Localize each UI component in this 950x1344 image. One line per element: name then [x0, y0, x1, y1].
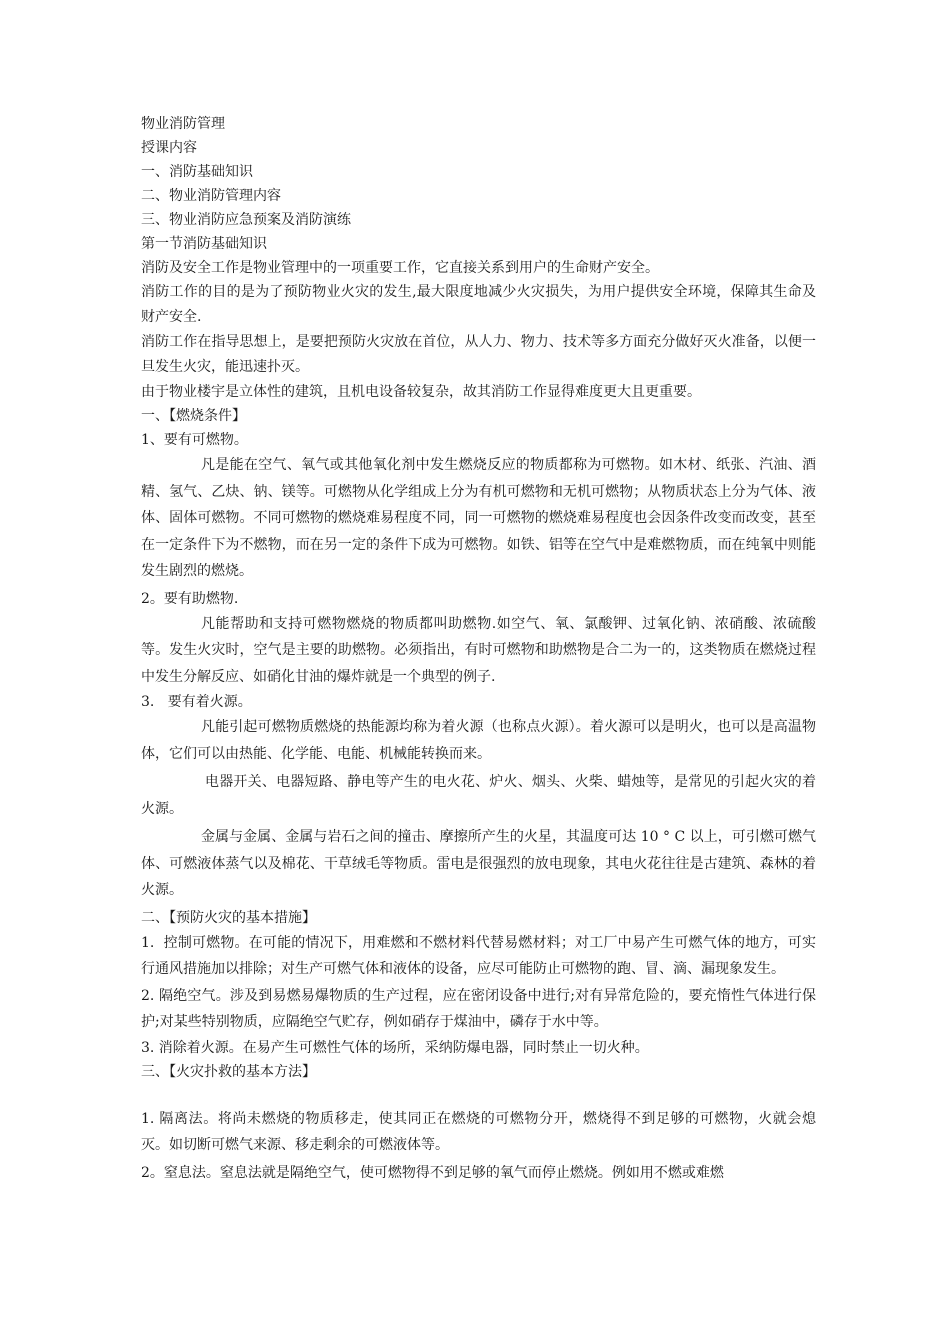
paragraph: 消防工作在指导思想上，是要把预防火灾放在首位，从人力、物力、技术等多方面充分做好灭火准备，以便一旦发生火灾，能迅速扑灭。	[141, 334, 816, 375]
paragraph: 2。窒息法。窒息法就是隔绝空气，使可燃物得不到足够的氧气而停止燃烧。例如用不燃或难燃	[141, 1164, 724, 1181]
course-content-heading: 授课内容	[141, 140, 197, 156]
paragraph: 2. 隔绝空气。涉及到易燃易爆物质的生产过程，应在密闭设备中进行;对有异常危险的，要充惰性气体进行保护;对某些特别物质，应隔绝空气贮存，例如硝存于煤油中，磷存于水中等。	[141, 987, 816, 1030]
blank-line	[141, 1084, 816, 1106]
subsection-heading: 三、【火灾扑救的基本方法】	[141, 1063, 316, 1080]
paragraph: 消防及安全工作是物业管理中的一项重要工作，它直接关系到用户的生命财产安全。	[141, 260, 659, 276]
item-title: 1、要有可燃物。	[141, 432, 248, 448]
paragraph: 电器开关、电器短路、静电等产生的电火花、炉火、烟头、火柴、蜡烛等，是常见的引起火灾的着火源。	[141, 774, 816, 817]
paragraph: 由于物业楼宇是立体性的建筑，且机电设备较复杂，故其消防工作显得难度更大且更重要。	[141, 384, 701, 400]
paragraph: 金属与金属、金属与岩石之间的撞击、摩擦所产生的火星，其温度可达 10 ° C 以上，可引燃可燃气体、可燃液体蒸气以及棉花、干草绒毛等物质。雷电是很强烈的放电现象，其电火花往往是古建筑、森林的着火源。	[141, 829, 816, 898]
paragraph: 凡能帮助和支持可燃物燃烧的物质都叫助燃物.如空气、氧、氯酸钾、过氧化钠、浓硝酸、浓硫酸等。发生火灾时，空气是主要的助燃物。必须指出，有时可燃物和助燃物是合二为一的，这类物质在燃烧过程中发生分解反应、如硝化甘油的爆炸就是一个典型的例子.	[141, 615, 816, 685]
item-title: 3. 要有着火源。	[141, 694, 252, 710]
toc-item: 三、物业消防应急预案及消防演练	[141, 212, 351, 228]
paragraph: 1. 控制可燃物。在可能的情况下，用难燃和不燃材料代替易燃材料；对工厂中易产生可燃气体的地方，可实行通风措施加以排除；对生产可燃气体和液体的设备，应尽可能防止可燃物的跑、冒、滴、漏现象发生。	[141, 934, 816, 977]
paragraph: 消防工作的目的是为了预防物业火灾的发生,最大限度地减少火灾损失，为用户提供安全环境，保障其生命及财产安全.	[141, 284, 816, 325]
paragraph: 3. 消除着火源。在易产生可燃性气体的场所，采纳防爆电器，同时禁止一切火种。	[141, 1039, 649, 1056]
item-title: 2。要有助燃物.	[141, 590, 239, 607]
document-title: 物业消防管理	[141, 116, 225, 132]
subsection-heading: 二、【预防火灾的基本措施】	[141, 909, 316, 926]
paragraph: 1. 隔离法。将尚未燃烧的物质移走，使其同正在燃烧的可燃物分开，燃烧得不到足够的可燃物，火就会熄灭。如切断可燃气来源、移走剩余的可燃液体等。	[141, 1110, 816, 1153]
toc-item: 二、物业消防管理内容	[141, 188, 281, 204]
paragraph: 凡是能在空气、氧气或其他氧化剂中发生燃烧反应的物质都称为可燃物。如木材、纸张、汽油、酒精、氢气、乙炔、钠、镁等。可燃物从化学组成上分为有机可燃物和无机可燃物；从物质状态上分为气体、液体、固体可燃物。不同可燃物的燃烧难易程度不同，同一可燃物的燃烧难易程度也会因条件改变而改变，甚至在一定条件下为不燃物，而在另一定的条件下成为可燃物。如铁、铝等在空气中是难燃物质，而在纯氧中则能发生剧烈的燃烧。	[141, 457, 816, 579]
toc-item: 一、消防基础知识	[141, 164, 253, 180]
section-heading: 第一节消防基础知识	[141, 236, 267, 252]
paragraph: 凡能引起可燃物质燃烧的热能源均称为着火源（也称点火源）。着火源可以是明火，也可以是高温物体，它们可以由热能、化学能、电能、机械能转换而来。	[141, 719, 816, 762]
subsection-heading: 一、【燃烧条件】	[141, 408, 246, 424]
document-page	[141, 112, 816, 1185]
